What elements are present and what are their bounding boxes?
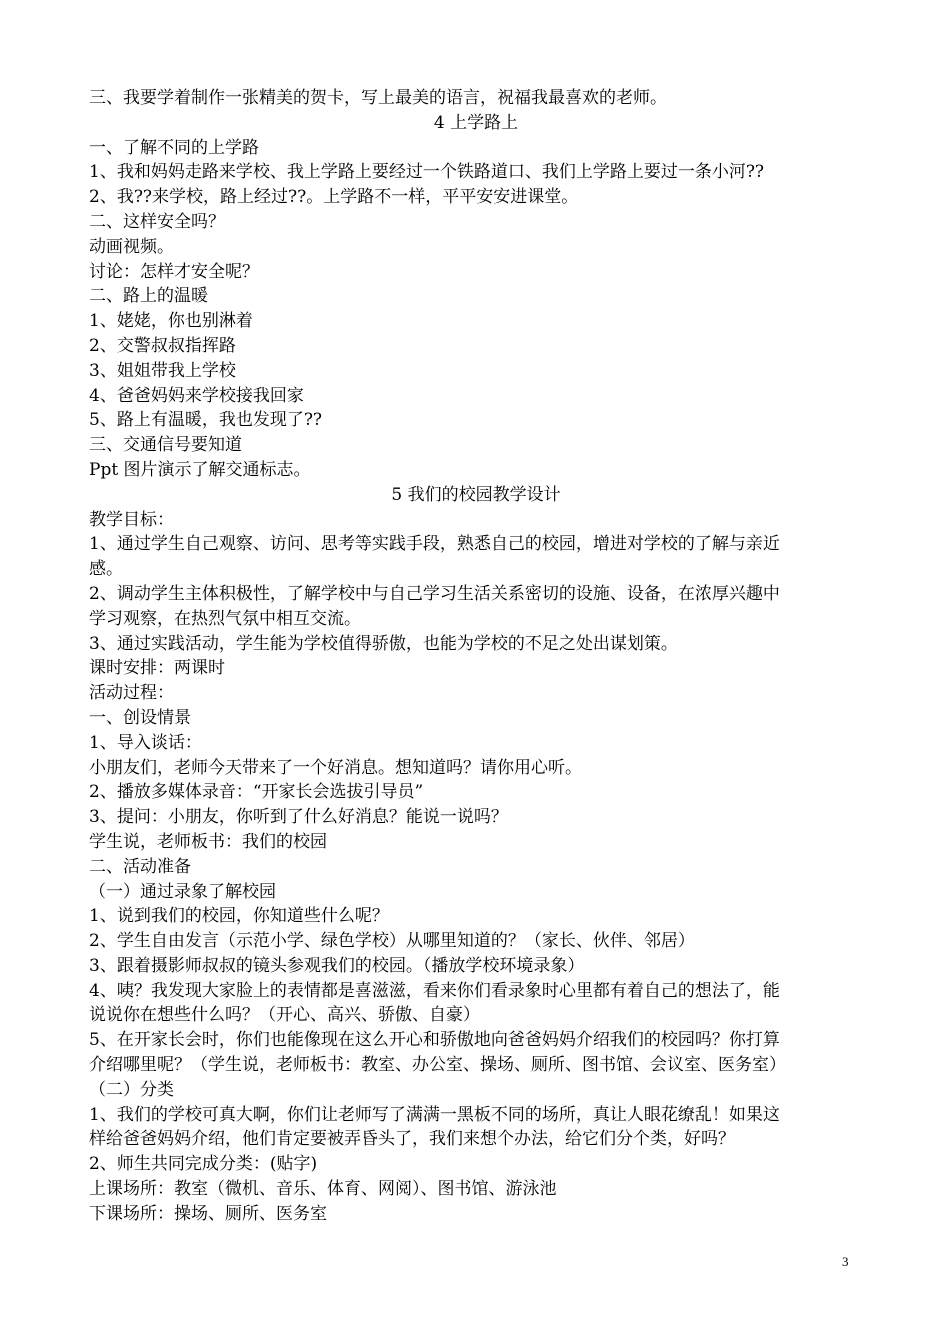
text-line: 教学目标：	[89, 509, 174, 530]
text-line: 上课场所：教室（微机、音乐、体育、网阅）、图书馆、游泳池	[89, 1179, 557, 1200]
text-line: 动画视频。	[89, 236, 174, 257]
text-line: 1、导入谈话：	[89, 732, 202, 753]
text-line: （一）通过录象了解校园	[89, 881, 276, 902]
text-line: 下课场所：操场、厕所、医务室	[89, 1203, 327, 1224]
text-line: 讨论：怎样才安全呢？	[89, 261, 259, 282]
text-line: 二、这样安全吗？	[89, 211, 225, 232]
text-line: Ppt 图片演示了解交通标志。	[89, 459, 311, 480]
text-line: 学生说，老师板书：我们的校园	[89, 831, 327, 852]
text-line: 2、播放多媒体录音：“开家长会选拔引导员”	[89, 782, 424, 803]
text-line: 一、创设情景	[89, 707, 191, 728]
text-line: 小朋友们，老师今天带来了一个好消息。想知道吗？请你用心听。	[89, 757, 582, 778]
text-line: 样给爸爸妈妈介绍，他们肯定要被弄昏头了，我们来想个办法，给它们分个类，好吗？	[89, 1129, 735, 1150]
text-line: 4、咦？我发现大家脸上的表情都是喜滋滋，看来你们看录象时心里都有着自己的想法了，能	[89, 980, 780, 1001]
text-line: 学习观察，在热烈气氛中相互交流。	[89, 608, 361, 629]
text-line: 1、我和妈妈走路来学校、我上学路上要经过一个铁路道口、我们上学路上要过一条小河??	[89, 162, 765, 183]
text-line: 4、爸爸妈妈来学校接我回家	[89, 385, 304, 406]
text-line: 介绍哪里呢？（学生说，老师板书：教室、办公室、操场、厕所、图书馆、会议室、医务室）	[89, 1055, 786, 1076]
text-line: 三、我要学着制作一张精美的贺卡，写上最美的语言，祝福我最喜欢的老师。	[89, 88, 667, 108]
text-line: 三、交通信号要知道	[89, 435, 242, 456]
text-line: 二、活动准备	[89, 856, 191, 877]
text-line: 3、提问：小朋友，你听到了什么好消息？能说一说吗？	[89, 807, 508, 828]
text-line: 二、路上的温暖	[89, 286, 208, 307]
text-line: 1、通过学生自己观察、访问、思考等实践手段，熟悉自己的校园，增进对学校的了解与亲近	[89, 534, 780, 555]
text-line: 2、调动学生主体积极性，了解学校中与自己学习生活关系密切的设施、设备，在浓厚兴趣中	[89, 583, 780, 604]
section-heading: 5 我们的校园教学设计	[391, 484, 561, 505]
text-line: 活动过程：	[89, 683, 174, 704]
text-line: 5、路上有温暖，我也发现了??	[89, 410, 323, 431]
text-line: 3、姐姐带我上学校	[89, 360, 236, 381]
text-line: 1、我们的学校可真大啊，你们让老师写了满满一黑板不同的场所，真让人眼花缭乱！如果这	[89, 1104, 780, 1125]
document-body	[89, 86, 863, 1227]
text-line: 一、了解不同的上学路	[89, 137, 259, 158]
text-line: 2、学生自由发言（示范小学、绿色学校）从哪里知道的？（家长、伙伴、邻居）	[89, 931, 695, 952]
text-line: 1、说到我们的校园，你知道些什么呢？	[89, 906, 389, 927]
text-line: （二）分类	[89, 1079, 174, 1100]
text-line: 3、跟着摄影师叔叔的镜头参观我们的校园。（播放学校环境录象）	[89, 955, 585, 976]
section-heading: 4 上学路上	[433, 112, 519, 133]
text-line: 说说你在想些什么吗？（开心、高兴、骄傲、自豪）	[89, 1005, 480, 1026]
text-line: 2、交警叔叔指挥路	[89, 335, 236, 356]
text-line: 感。	[89, 559, 123, 580]
text-line: 2、我??来学校，路上经过??。上学路不一样，平平安安进课堂。	[89, 187, 579, 208]
page-number: 3	[842, 1254, 849, 1269]
text-line: 2、师生共同完成分类：(贴字)	[89, 1154, 318, 1175]
text-line: 课时安排：两课时	[89, 658, 225, 679]
text-line: 1、姥姥，你也别淋着	[89, 311, 253, 332]
text-line: 5、在开家长会时，你们也能像现在这么开心和骄傲地向爸爸妈妈介绍我们的校园吗？你打算	[89, 1030, 780, 1051]
text-line: 3、通过实践活动，学生能为学校值得骄傲，也能为学校的不足之处出谋划策。	[89, 633, 678, 654]
